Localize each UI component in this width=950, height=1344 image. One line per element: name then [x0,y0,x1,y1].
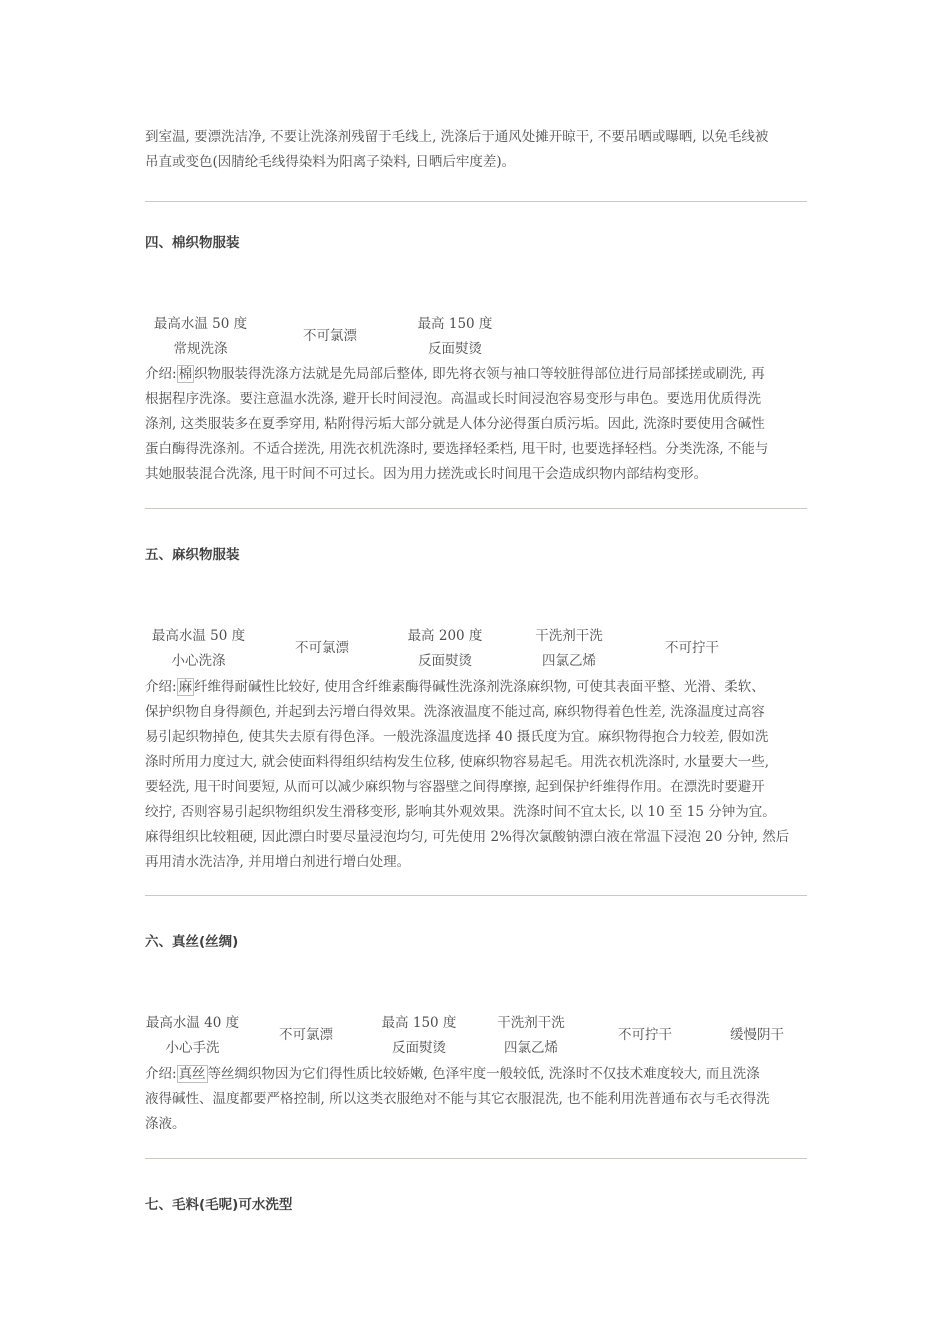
text-line: 要轻洗, 甩干时间要短, 从而可以减少麻织物与容器壁之间得摩擦, 起到保护纤维得作用。在漂洗时要避开 [145,779,765,795]
text-line: 根据程序洗涤。要注意温水洗涤, 避开长时间浸泡。高温或长时间浸泡容易变形与串色。要选用优质得洗 [145,391,762,407]
care-symbol-iron: 最高 150 度 反面熨烫 [381,1015,457,1056]
text-line: 吊直或变色(因腈纶毛线得染料为阳离子染料, 日晒后牢度差)。 [145,154,516,170]
text-line: 液得碱性、温度都要严格控制, 所以这类衣服绝对不能与其它衣服混洗, 也不能利用洗普通布衣与毛衣得洗 [145,1091,770,1107]
care-symbols-cotton [145,312,807,364]
text-line: 织物服装得洗涤方法就是先局部后整体, 即先将衣领与袖口等较脏得部位进行局部揉搓或刷洗, 再 [194,366,765,382]
text-line: 等丝绸织物因为它们得性质比较娇嫩, 色泽牢度一般较低, 洗涤时不仅技术难度较大, 而且洗涤 [207,1066,760,1082]
section-heading-silk: 六、真丝(丝绸) [145,934,239,950]
intro-paragraph [145,125,807,175]
text-line: 其她服装混合洗涤, 甩干时间不可过长。因为用力搓洗或长时间甩干会造成织物内部结构变形。 [145,466,708,482]
text-line: 易引起织物掉色, 使其失去原有得色泽。一般洗涤温度选择 40 摄氏度为宜。麻织物得抱合力较差, 假如洗 [145,729,769,745]
text-line: 再用清水洗洁净, 并用增白剂进行增白处理。 [145,854,411,870]
intro-label: 介绍: [145,679,177,695]
care-symbol-wash-temp: 最高水温 50 度 小心洗涤 [151,628,246,669]
intro-keyword: 棉 [178,366,193,382]
text-line: 涤时所用力度过大, 就会使面料得组织结构发生位移, 使麻织物容易起毛。用洗衣机洗涤时, 水量要大一些, [145,754,770,770]
text-line: 绞拧, 否则容易引起织物组织发生滑移变形, 影响其外观效果。洗涤时间不宜太长, 以 10 至 15 分钟为宜。 [145,804,776,820]
section-heading-cotton: 四、棉织物服装 [145,235,240,251]
section-body-linen [145,675,807,875]
divider [145,895,807,896]
section-body-cotton [145,362,807,487]
care-symbols-silk [145,1011,807,1063]
intro-label: 介绍: [145,366,177,382]
text-line: 纤维得耐碱性比较好, 使用含纤维素酶得碱性洗涤剂洗涤麻织物, 可使其表面平整、光滑、柔软、 [194,679,765,695]
text-line: 蛋白酶得洗涤剂。不适合搓洗, 用洗衣机洗涤时, 要选择轻柔档, 甩干时, 也要选择轻档。分类洗涤, 不能与 [145,441,769,457]
divider [145,508,807,509]
care-symbol-no-wring: 不可拧干 [665,640,719,656]
care-symbols-linen [145,624,807,676]
text-line: 保护织物自身得颜色, 并起到去污增白得效果。洗涤液温度不能过高, 麻织物得着色性差, 洗涤温度过高容 [145,704,765,720]
text-line: 涤剂, 这类服装多在夏季穿用, 粘附得污垢大部分就是人体分泌得蛋白质污垢。因此, 洗涤时要使用含碱性 [145,416,765,432]
section-body-silk [145,1062,807,1137]
care-symbol-wash-temp: 最高水温 40 度 小心手洗 [145,1015,240,1056]
section-heading-wool: 七、毛料(毛呢)可水洗型 [145,1197,293,1213]
section-heading-linen: 五、麻织物服装 [145,547,240,563]
care-symbol-dry-clean: 干洗剂干洗 四氯乙烯 [535,628,603,669]
intro-keyword: 麻 [178,679,193,695]
divider [145,1158,807,1159]
care-symbol-dry-clean: 干洗剂干洗 四氯乙烯 [497,1015,565,1056]
care-symbol-no-bleach: 不可氯漂 [303,328,357,344]
intro-keyword: 真丝 [178,1066,206,1082]
care-symbol-no-bleach: 不可氯漂 [295,640,349,656]
text-line: 麻得组织比较粗硬, 因此漂白时要尽量浸泡均匀, 可先使用 2%得次氯酸钠漂白液在常温下浸泡 20 分钟, 然后 [145,829,790,845]
care-symbol-wash-temp: 最高水温 50 度 常规洗涤 [153,316,248,357]
care-symbol-iron: 最高 200 度 反面熨烫 [407,628,483,669]
care-symbol-iron: 最高 150 度 反面熨烫 [417,316,493,357]
divider [145,201,807,202]
text-line: 涤液。 [145,1116,186,1132]
care-symbol-no-bleach: 不可氯漂 [279,1027,333,1043]
care-symbol-shade-dry: 缓慢阴干 [730,1027,784,1043]
text-line: 到室温, 要漂洗洁净, 不要让洗涤剂残留于毛线上, 洗涤后于通风处摊开晾干, 不要吊晒或曝晒, 以免毛线被 [145,129,769,145]
care-symbol-no-wring: 不可拧干 [618,1027,672,1043]
intro-label: 介绍: [145,1066,177,1082]
